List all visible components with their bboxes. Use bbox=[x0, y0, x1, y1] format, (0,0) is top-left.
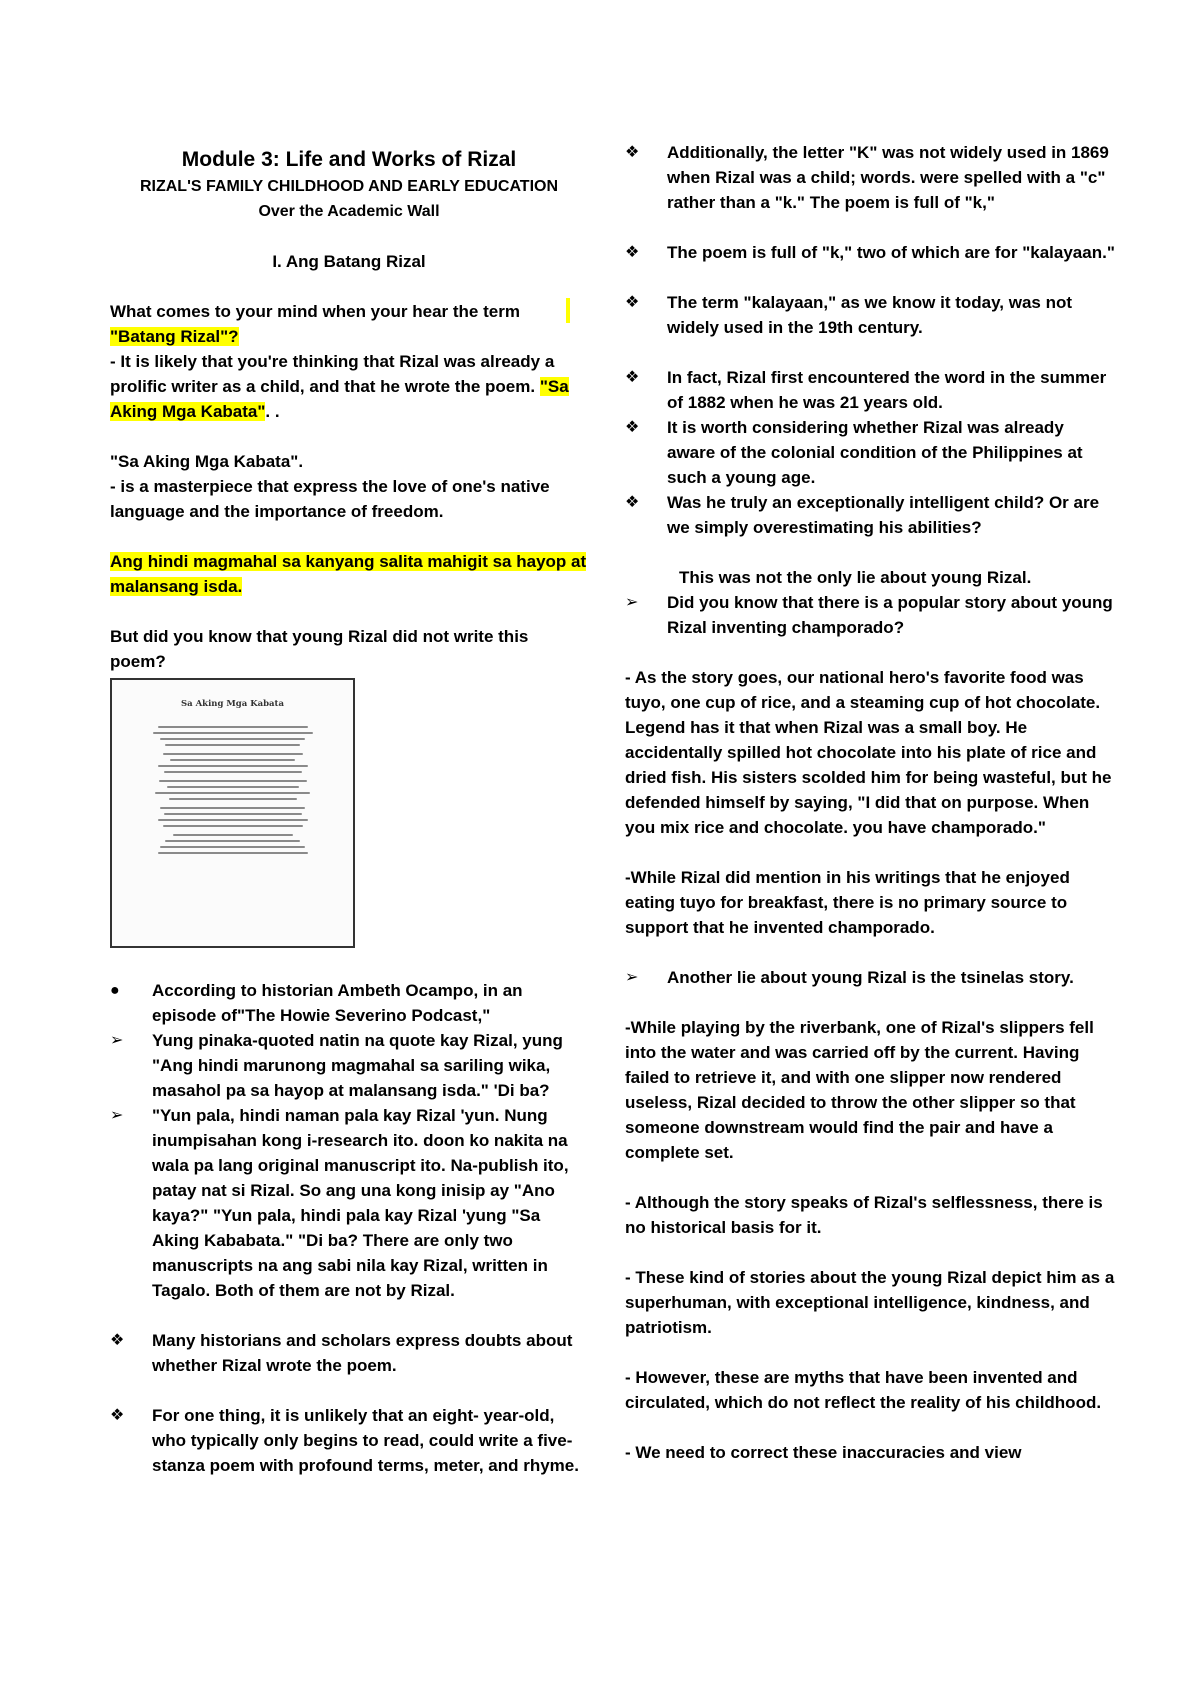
arrow-bullet-icon: ➢ bbox=[110, 1107, 124, 1124]
left-column bbox=[110, 140, 588, 1478]
list-item: ❖ Many historians and scholars express doubts about whether Rizal wrote the poem. bbox=[110, 1328, 588, 1378]
diamond-bullet-icon: ❖ bbox=[625, 244, 640, 261]
poem-description: - is a masterpiece that express the love of one's native language and the importance of freedom. bbox=[110, 477, 550, 521]
diamond-bullet-icon: ❖ bbox=[110, 1407, 125, 1424]
diamond-bullet-icon: ❖ bbox=[625, 494, 640, 511]
list-item: ❖ Was he truly an exceptionally intelligent child? Or are we simply overestimating his abilities? bbox=[625, 490, 1115, 540]
highlight-poem-name: "Sa Aking Mga Kabata" bbox=[110, 377, 569, 421]
diamond-bullet-icon: ❖ bbox=[110, 1332, 125, 1349]
poem-stanza bbox=[126, 726, 339, 746]
list-item: ❖ For one thing, it is unlikely that an eight- year-old, who typically only begins to read, could write a five-stanza poem with profound terms, meter, and rhyme. bbox=[110, 1403, 588, 1478]
paragraph: -While Rizal did mention in his writings that he enjoyed eating tuyo for breakfast, there is no primary source to support that he invented champorado. bbox=[625, 868, 1070, 937]
list-item: ➢ "Yun pala, hindi naman pala kay Rizal 'yun. Nung inumpisahan kong i-research ito. doon ko nakita na wala pa lang original manuscript ito. Na-publish ito, patay nat si Rizal. So ang una kong inisip ay "Ano kaya?" "Yun pala, hindi pala kay Rizal 'yung "Sa Aking Kababata." "Di ba? There are only two manuscripts na ang sabi nila kay Rizal, written in Tagalo. Both of them are not by Rizal. bbox=[110, 1103, 588, 1303]
list-item: ➢ Another lie about young Rizal is the tsinelas story. bbox=[625, 965, 1115, 990]
dot-bullet-icon: ● bbox=[110, 982, 120, 999]
list-item: ❖ The poem is full of "k," two of which are for "kalayaan." bbox=[625, 240, 1115, 265]
list-item: ➢ Yung pinaka-quoted natin na quote kay Rizal, yung "Ang hindi marunong magmahal sa sariling wika, masahol pa sa hayop at malansang isda." 'Di ba? bbox=[110, 1028, 588, 1103]
page-subtitle: RIZAL'S FAMILY CHILDHOOD AND EARLY EDUCATION bbox=[139, 178, 559, 195]
right-column bbox=[625, 140, 1115, 1465]
diamond-bullet-icon: ❖ bbox=[625, 144, 640, 161]
list-item: ● According to historian Ambeth Ocampo, in an episode of"The Howie Severino Podcast," bbox=[110, 978, 588, 1028]
poem-stanza bbox=[126, 753, 339, 773]
highlighted-quote: Ang hindi magmahal sa kanyang salita mahigit sa hayop at malansang isda. bbox=[110, 552, 587, 596]
paragraph: -While playing by the riverbank, one of Rizal's slippers fell into the water and was carried off by the current. Having failed to retrieve it, and with one slipper now rendered useless, Rizal decided to throw the other slipper so that someone downstream would find the pair and have a complete set. bbox=[625, 1018, 1094, 1162]
paragraph: - We need to correct these inaccuracies and view bbox=[625, 1443, 1022, 1462]
question-2: But did you know that young Rizal did not write this poem? bbox=[110, 627, 529, 671]
highlight-batang-rizal: "Batang Rizal"? bbox=[110, 327, 239, 346]
poem-stanza bbox=[126, 807, 339, 827]
diamond-bullet-icon: ❖ bbox=[625, 369, 640, 386]
paragraph: - These kind of stories about the young Rizal depict him as a superhuman, with exceptional intelligence, kindness, and patriotism. bbox=[625, 1268, 1115, 1337]
list-item: ❖ The term "kalayaan," as we know it today, was not widely used in the 19th century. bbox=[625, 290, 1115, 340]
arrow-bullet-icon: ➢ bbox=[110, 1032, 124, 1049]
poem-stanza bbox=[126, 780, 339, 800]
diamond-bullet-icon: ❖ bbox=[625, 419, 640, 436]
poem-stanza bbox=[126, 834, 339, 854]
list-item: ❖ It is worth considering whether Rizal was already aware of the colonial condition of the Philippines at such a young age. bbox=[625, 415, 1115, 490]
list-item: ❖ Additionally, the letter "K" was not widely used in 1869 when Rizal was a child; words. were spelled with a "c" rather than a "k." The poem is full of "k," bbox=[625, 140, 1115, 215]
answer-1: - It is likely that you're thinking that Rizal was already a prolific writer as a child, and that he wrote the poem. "Sa Aking Mga Kabata". . bbox=[110, 352, 569, 421]
paragraph: - As the story goes, our national hero's favorite food was tuyo, one cup of rice, and a steaming cup of hot chocolate. Legend has it that when Rizal was a small boy. He accidentally spilled hot chocolate into his plate of rice and dried fish. His sisters scolded him for being wasteful, but he defended himself by saying, "I did that on purpose. When you mix rice and chocolate. you have champorado." bbox=[625, 668, 1112, 837]
poem-image-title: Sa Aking Mga Kabata bbox=[180, 699, 284, 709]
lie-statement: This was not the only lie about young Rizal. bbox=[679, 568, 1032, 587]
paragraph: - Although the story speaks of Rizal's selflessness, there is no historical basis for it. bbox=[625, 1193, 1103, 1237]
poem-heading: "Sa Aking Mga Kabata". bbox=[110, 452, 304, 471]
paragraph: - However, these are myths that have been invented and circulated, which do not reflect the reality of his childhood. bbox=[625, 1368, 1102, 1412]
page-title: Module 3: Life and Works of Rizal bbox=[181, 148, 517, 171]
poem-image bbox=[110, 678, 355, 948]
list-item: ❖ In fact, Rizal first encountered the word in the summer of 1882 when he was 21 years old. bbox=[625, 365, 1115, 415]
arrow-bullet-icon: ➢ bbox=[625, 594, 639, 611]
list-item: ➢ Did you know that there is a popular story about young Rizal inventing champorado? bbox=[625, 590, 1115, 640]
question-1: What comes to your mind when your hear the term "Batang Rizal"? bbox=[110, 302, 520, 346]
page-subtitle-2: Over the Academic Wall bbox=[258, 203, 440, 220]
diamond-bullet-icon: ❖ bbox=[625, 294, 640, 311]
section-heading: I. Ang Batang Rizal bbox=[272, 252, 426, 271]
arrow-bullet-icon: ➢ bbox=[625, 969, 639, 986]
